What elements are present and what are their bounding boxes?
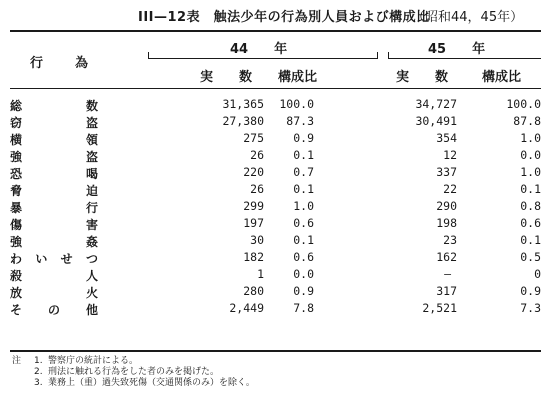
table-subtitle: （昭和44，45年） xyxy=(412,10,524,25)
ratio-45-cell: 0.5 xyxy=(520,250,541,264)
header-count-44: 実 数 xyxy=(200,70,253,85)
table-row xyxy=(0,113,551,130)
count-45-cell: 34,727 xyxy=(415,97,457,111)
table-row xyxy=(0,249,551,266)
count-44-cell: 299 xyxy=(243,199,264,213)
note-text: 業務上（重）過失致死傷（交通関係のみ）を除く。 xyxy=(48,378,255,388)
count-45-cell: 22 xyxy=(443,182,457,196)
act-cell: 放火 xyxy=(10,286,98,300)
header-count-45: 実 数 xyxy=(396,70,449,85)
ratio-44-cell: 0.6 xyxy=(293,216,314,230)
table-row xyxy=(0,266,551,283)
table-row xyxy=(0,130,551,147)
top-rule xyxy=(10,30,541,32)
ratio-44-cell: 1.0 xyxy=(293,199,314,213)
year-45-brace-left xyxy=(388,52,389,58)
act-cell: わいせつ xyxy=(10,252,98,266)
act-cell: 殺人 xyxy=(10,269,98,283)
count-45-cell: 337 xyxy=(436,165,457,179)
ratio-45-cell: 0.1 xyxy=(520,233,541,247)
note-item xyxy=(12,356,255,367)
ratio-44-cell: 87.3 xyxy=(286,114,314,128)
table-body xyxy=(0,96,551,317)
note-number: 2. xyxy=(34,367,43,377)
ratio-44-cell: 0.9 xyxy=(293,284,314,298)
header-act-label: 行 為 xyxy=(30,56,91,71)
ratio-44-cell: 0.7 xyxy=(293,165,314,179)
table-title: III—12表 触法少年の行為別人員および構成比 xyxy=(138,10,430,25)
count-45-cell: 23 xyxy=(443,233,457,247)
count-45-cell: 162 xyxy=(436,250,457,264)
count-44-cell: 2,449 xyxy=(229,301,264,315)
count-44-cell: 182 xyxy=(243,250,264,264)
ratio-44-cell: 0.9 xyxy=(293,131,314,145)
count-45-cell: 317 xyxy=(436,284,457,298)
count-45-cell: 2,521 xyxy=(422,301,457,315)
act-cell: 窃盗 xyxy=(10,116,98,130)
count-44-cell: 1 xyxy=(257,267,264,281)
table-row xyxy=(0,215,551,232)
ratio-45-cell: 0.1 xyxy=(520,182,541,196)
act-cell: 強盗 xyxy=(10,150,98,164)
ratio-44-cell: 0.1 xyxy=(293,148,314,162)
header-ratio-45: 構成比 xyxy=(482,70,522,85)
ratio-45-cell: 0.6 xyxy=(520,216,541,230)
count-44-cell: 26 xyxy=(250,182,264,196)
ratio-45-cell: 87.8 xyxy=(513,114,541,128)
ratio-45-cell: 1.0 xyxy=(520,165,541,179)
act-cell: 暴行 xyxy=(10,201,98,215)
table-row xyxy=(0,147,551,164)
count-45-cell: 30,491 xyxy=(415,114,457,128)
count-44-cell: 197 xyxy=(243,216,264,230)
count-44-cell: 26 xyxy=(250,148,264,162)
table-row xyxy=(0,232,551,249)
act-cell: 脅迫 xyxy=(10,184,98,198)
table-row xyxy=(0,283,551,300)
note-number: 1. xyxy=(34,356,43,366)
bottom-rule xyxy=(10,350,541,352)
count-44-cell: 220 xyxy=(243,165,264,179)
count-45-cell: 12 xyxy=(443,148,457,162)
year-45-brace xyxy=(388,58,541,59)
count-45-cell: 354 xyxy=(436,131,457,145)
ratio-44-cell: 7.8 xyxy=(293,301,314,315)
year-44-brace-left xyxy=(148,52,149,58)
ratio-45-cell: 0.9 xyxy=(520,284,541,298)
ratio-45-cell: 0.0 xyxy=(520,148,541,162)
ratio-44-cell: 0.1 xyxy=(293,233,314,247)
notes-lead: 注 xyxy=(12,356,22,366)
header-rule xyxy=(10,88,541,89)
act-cell: 傷害 xyxy=(10,218,98,232)
table-row xyxy=(0,164,551,181)
ratio-45-cell: 0.8 xyxy=(520,199,541,213)
note-item xyxy=(12,367,255,378)
act-cell: 総数 xyxy=(10,99,98,113)
note-text: 刑法に触れる行為をした者のみを掲げた。 xyxy=(48,367,220,377)
ratio-44-cell: 100.0 xyxy=(279,97,314,111)
note-item xyxy=(12,378,255,389)
act-cell: 恐喝 xyxy=(10,167,98,181)
act-cell: 横領 xyxy=(10,133,98,147)
ratio-45-cell: 7.3 xyxy=(520,301,541,315)
header-ratio-44: 構成比 xyxy=(278,70,318,85)
note-number: 3. xyxy=(34,378,43,388)
ratio-44-cell: 0.6 xyxy=(293,250,314,264)
count-44-cell: 280 xyxy=(243,284,264,298)
header-year-44: 44 年 xyxy=(230,42,288,57)
act-cell: その他 xyxy=(10,303,98,317)
ratio-44-cell: 0.0 xyxy=(293,267,314,281)
count-44-cell: 31,365 xyxy=(222,97,264,111)
table-row xyxy=(0,181,551,198)
notes xyxy=(12,356,255,389)
ratio-45-cell: 1.0 xyxy=(520,131,541,145)
title-row xyxy=(0,6,551,28)
count-45-cell: 198 xyxy=(436,216,457,230)
note-text: 警察庁の統計による。 xyxy=(48,356,139,366)
table-row xyxy=(0,198,551,215)
count-44-cell: 30 xyxy=(250,233,264,247)
year-44-brace-right xyxy=(377,52,378,58)
count-45-cell: 290 xyxy=(436,199,457,213)
ratio-45-cell: 100.0 xyxy=(506,97,541,111)
ratio-44-cell: 0.1 xyxy=(293,182,314,196)
table-row xyxy=(0,96,551,113)
ratio-45-cell: 0 xyxy=(534,267,541,281)
count-45-cell: — xyxy=(444,267,451,281)
header-year-45: 45 年 xyxy=(428,42,486,57)
count-44-cell: 27,380 xyxy=(222,114,264,128)
act-cell: 強姦 xyxy=(10,235,98,249)
table-row xyxy=(0,300,551,317)
year-44-brace xyxy=(148,58,378,59)
count-44-cell: 275 xyxy=(243,131,264,145)
